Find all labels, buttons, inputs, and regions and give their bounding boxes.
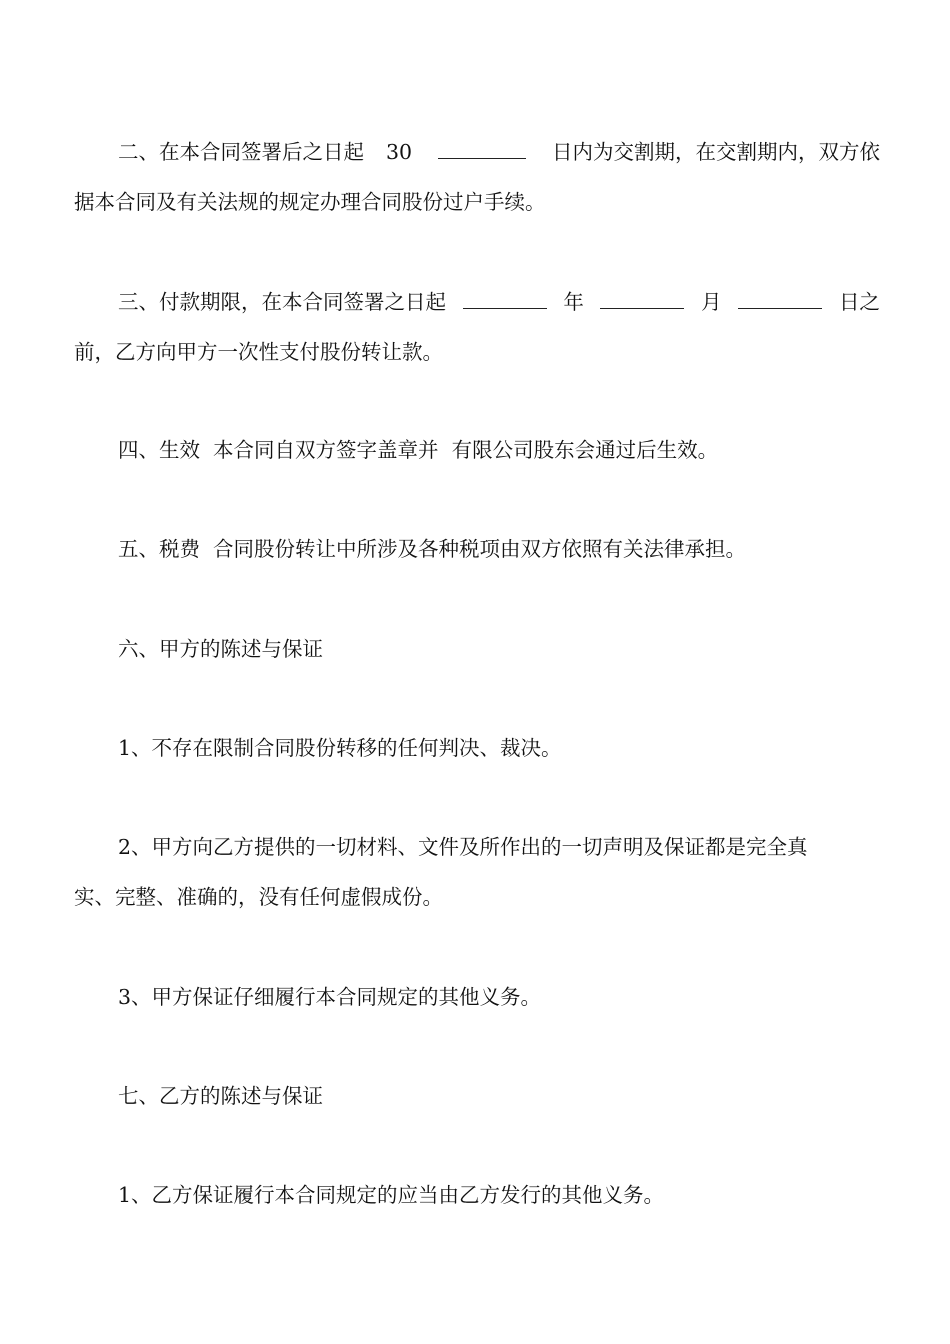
clause-7-heading-text: 七、乙方的陈述与保证: [118, 1084, 323, 1108]
clause-7-item-1: [74, 1170, 880, 1220]
clause-2-line-2: 据本合同及有关法规的规定办理合同股份过户手续。: [74, 190, 546, 214]
clause-2-line-1: [74, 127, 880, 177]
clause-2-text-a: 二、在本合同签署后之日起: [118, 140, 364, 164]
clause-3-line-2: 前，乙方向甲方一次性支付股份转让款。: [74, 340, 443, 364]
clause-6-heading-text: 六、甲方的陈述与保证: [118, 637, 323, 661]
clause-2-days-number: 30: [385, 140, 413, 164]
clause-6-item-2: [74, 822, 880, 922]
clause-6-item-3-text: 3、甲方保证仔细履行本合同规定的其他义务。: [118, 985, 542, 1009]
clause-6-item-2-line-1: 2、甲方向乙方提供的一切材料、文件及所作出的一切声明及保证都是完全真: [118, 835, 808, 859]
clause-2: [74, 127, 880, 227]
month-blank: [600, 290, 684, 309]
clause-6-item-1-text: 1、不存在限制合同股份转移的任何判决、裁决。: [118, 736, 562, 760]
clause-7-item-1-text: 1、乙方保证履行本合同规定的应当由乙方发行的其他义务。: [118, 1183, 665, 1207]
year-blank: [463, 290, 547, 309]
clause-5: [74, 524, 880, 574]
clause-6-item-1: [74, 723, 880, 773]
clause-6-item-3: [74, 972, 880, 1022]
clause-6-heading: [74, 624, 880, 674]
clause-4: [74, 425, 880, 475]
clause-2-blank: [438, 140, 526, 159]
clause-7-heading: [74, 1071, 880, 1121]
clause-3-text-a: 三、付款期限，在本合同签署之日起: [118, 290, 446, 314]
clause-3-month-label: 月: [701, 290, 722, 314]
day-blank: [738, 290, 822, 309]
clause-6-item-2-line-2: 实、完整、准确的，没有任何虚假成份。: [74, 885, 443, 909]
clause-2-text-b: 日内为交割期，在交割期内，双方依: [552, 140, 880, 164]
clause-3-year-label: 年: [563, 290, 584, 314]
clause-3: [74, 277, 880, 377]
clause-3-day-label: 日之: [838, 290, 880, 314]
clause-4-text: 四、生效 本合同自双方签字盖章并 有限公司股东会通过后生效。: [118, 438, 719, 462]
clause-5-text: 五、税费 合同股份转让中所涉及各种税项由双方依照有关法律承担。: [118, 537, 747, 561]
clause-3-line-1: [74, 277, 880, 327]
